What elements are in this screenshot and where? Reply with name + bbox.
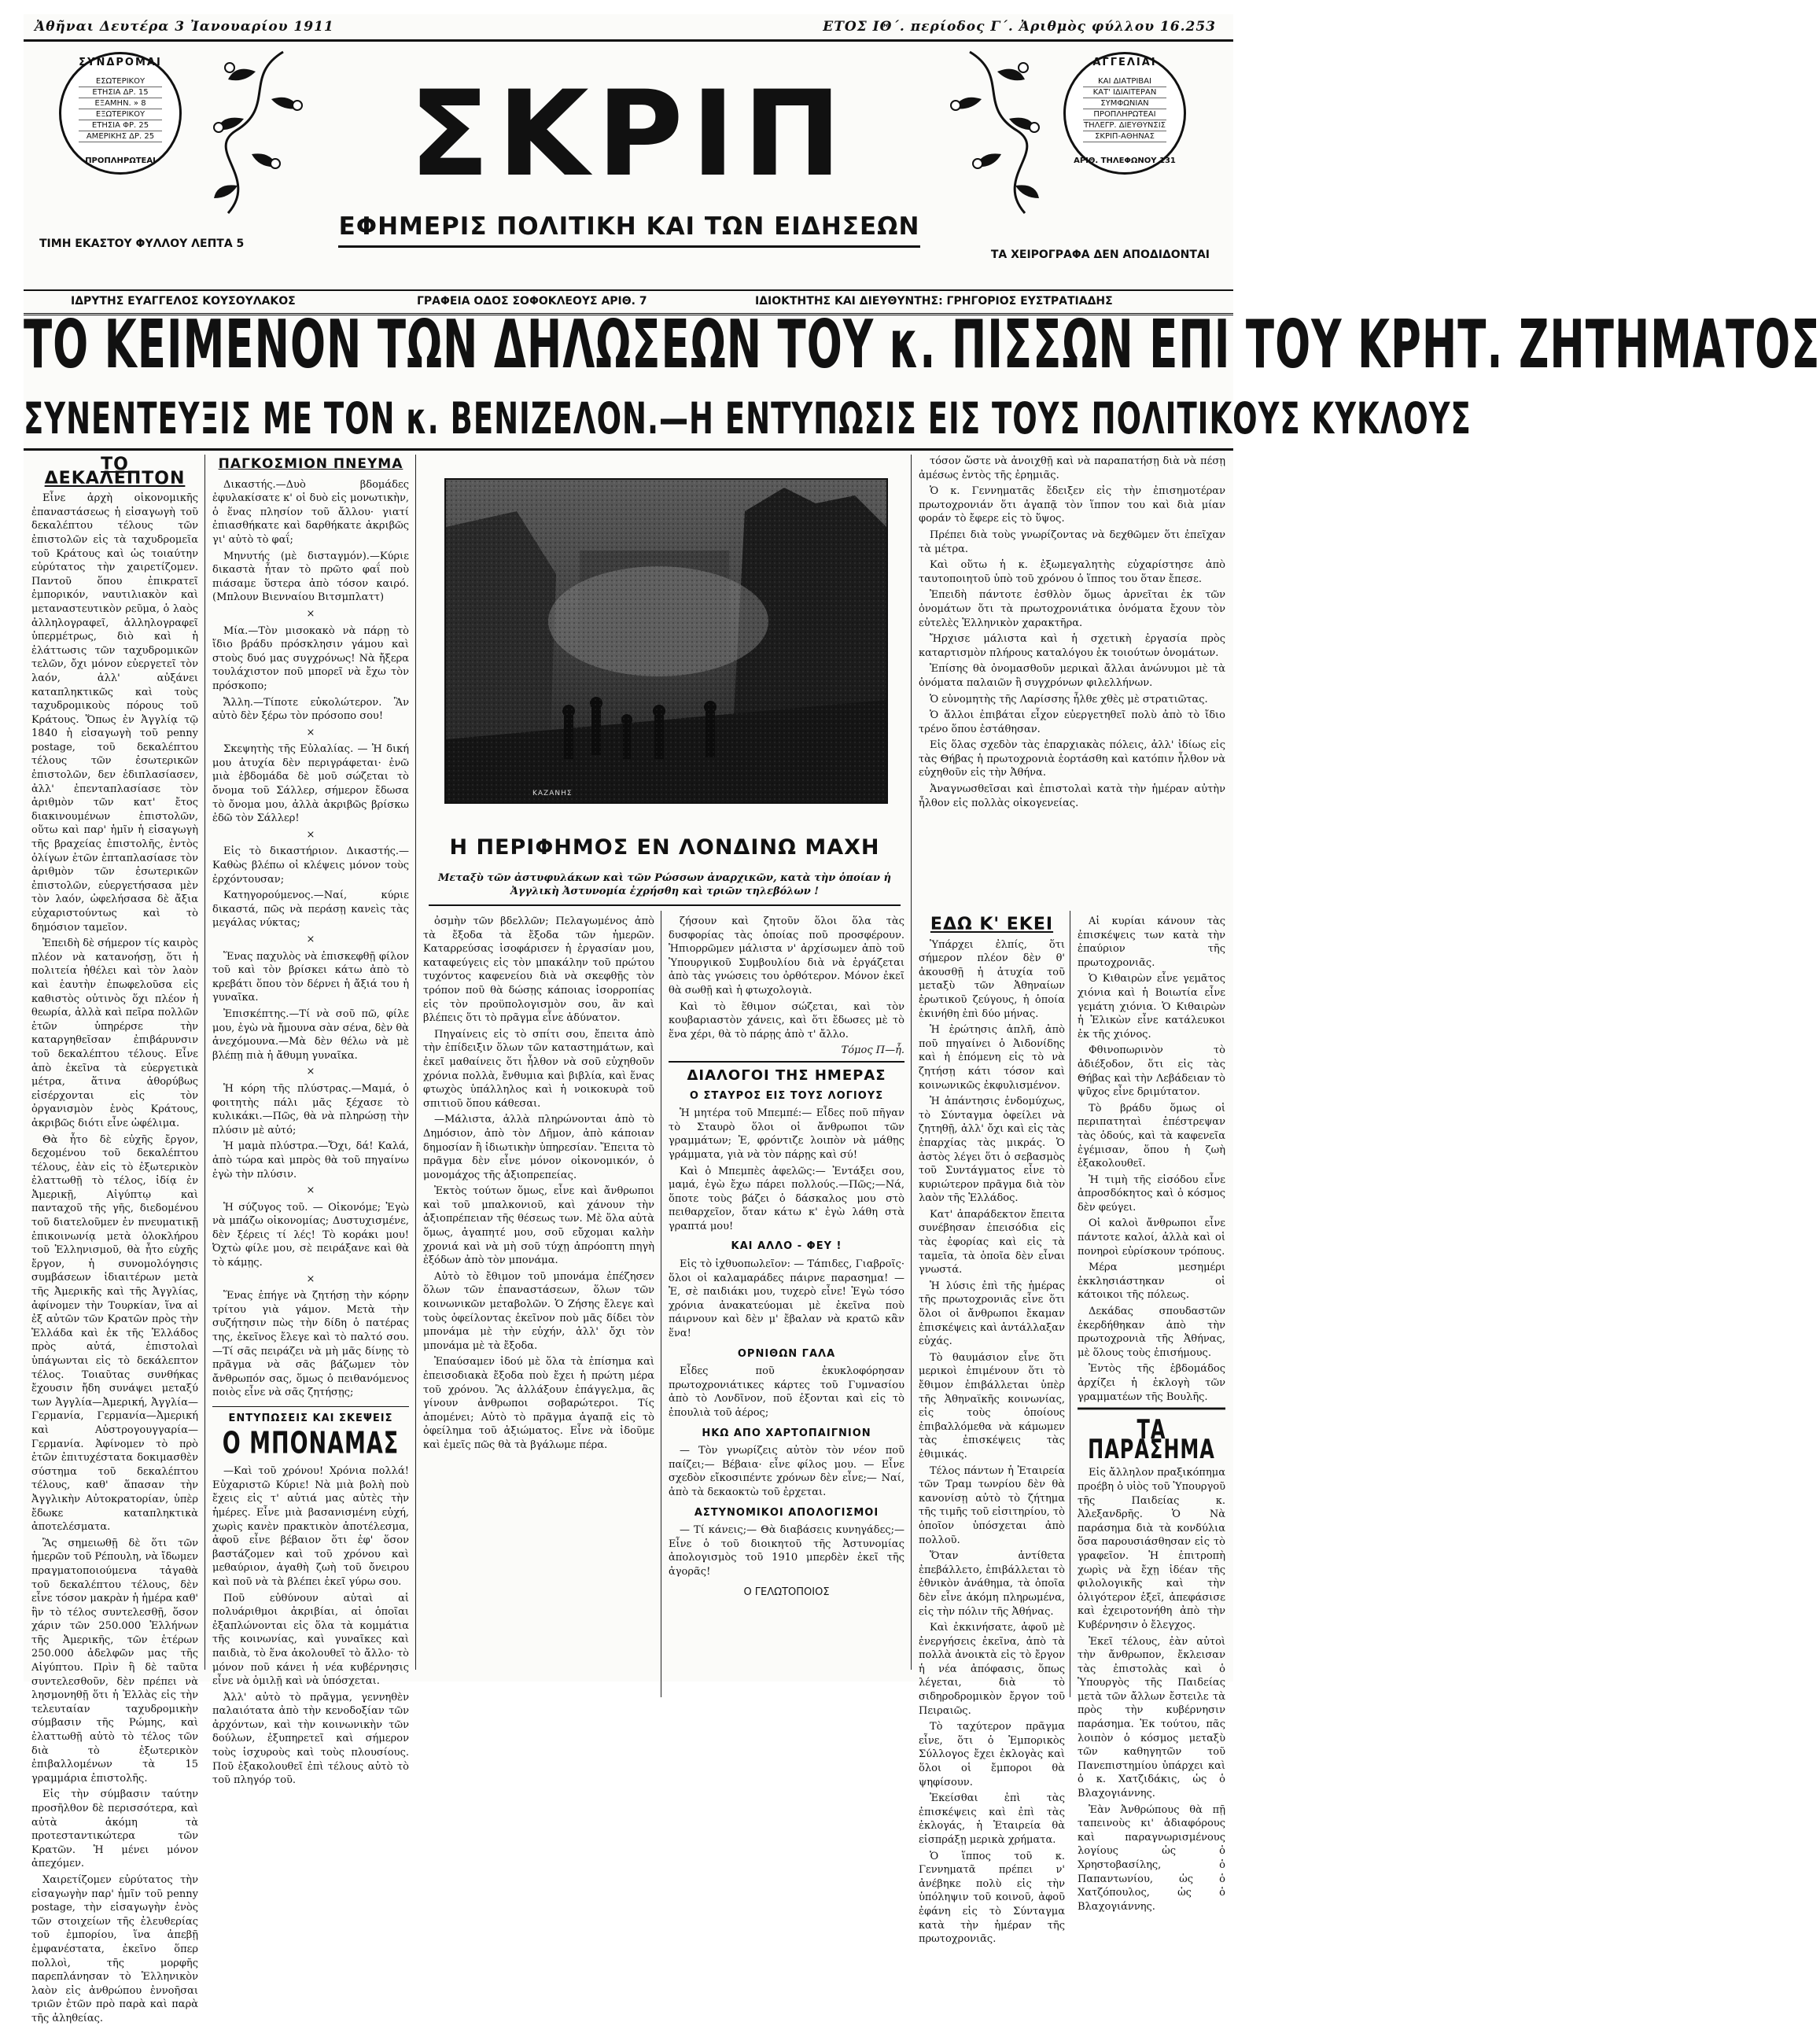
article-title: ΗΚΩ ΑΠΟ ΧΑΡΤΟΠΑΙΓΝΙΟΝ <box>702 1427 871 1439</box>
newspaper-subtitle: ΕΦΗΜΕΡΙΣ ΠΟΛΙΤΙΚΗ ΚΑΙ ΤΩΝ ΕΙΔΗΣΕΩΝ <box>338 212 920 241</box>
article-paragraph: Καὶ ὁ Μπεμπὲς ἀφελῶς:— Ἐντάξει σου, μαμά, ἐγὼ ἔχω πάρει πολλούς.—Πῶς;—Νά, ὅποτε τοὺς βάζει ὁ δάσκαλος μου στὸ πειθαρχεῖον, ὅταν κάτω κ' ἐγὼ λάθη στὰ γραπτά μου! <box>669 1165 904 1232</box>
separator-x: × <box>306 1273 315 1285</box>
article-paragraph: Εἰς τὸ ἰχθυοπωλεῖον: — Τάπιδες, Γιαβροῖς· ὅλοι οἱ καλαμαράδες πάιρνε παρασημα! — Ἐ, σὲ παιδιάκι μου, τυχερὸ εἶνε! Ἐγὼ τόσο χρόνια ἀνακατεύομαι μὲ ἐκεῖνα ποὺ πάιρνουν καὶ δὲν μ' ἔβαλαν νὰ κρατῶ κἂν ἕνα! <box>669 1258 904 1340</box>
article-paragraph: Ἕνας παχυλὸς νὰ ἐπισκεφθῇ φίλον τοῦ καὶ τὸν βρίσκει κάτω ἀπὸ τὸ κρεβάτι ὅπου τὸν δέρνει ἡ ἄξιά του ἡ γυναῖκα. <box>212 950 409 1004</box>
article-paragraph: Κατ' ἀπαράδεκτον ἔπειτα συνέβησαν ἐπεισόδια εἰς τὰς ἐφορίας καὶ εἰς τὰ ταμεῖα, τὰ ὁποῖα δὲν εἶναι γνωστά. <box>919 1208 1065 1276</box>
section-title: ΕΝΤΥΠΩΣΕΙΣ ΚΑΙ ΣΚΕΨΕΙΣ <box>212 1406 409 1426</box>
seal-line: ΕΞΩΤΕΡΙΚΟΥ <box>79 109 162 120</box>
separator-x: × <box>306 1066 315 1078</box>
article-paragraph: Τὸ βράδυ ὅμως οἱ περιπατηταὶ ἐπέστρεψαν τὰς ὁδούς, καὶ τὰ καφενεῖα ἐγέμισαν, ὅπου ἡ ζωὴ ἐξακολουθεῖ. <box>1078 1102 1225 1170</box>
article-paragraph: Δεκάδας σπουδαστῶν ἐκερδήθηκαν ἀπὸ τὴν πρωτοχρονιὰ τῆς Ἀθήνας, μὲ ὅλους τοὺς ἐπισήμους. <box>1078 1306 1225 1359</box>
article-title: ΕΔΩ Κ' ΕΚΕΙ <box>930 915 1054 934</box>
article-paragraph: Ἡ λύσις ἐπὶ τῆς ἡμέρας τῆς πρωτοχρονιᾶς εἶνε ὅτι ὅλοι οἱ ἄνθρωποι ἔκαμαν ἐπισκέψεις καὶ ἀντάλλαξαν εὐχάς. <box>919 1280 1065 1348</box>
article-paragraph: Ἡ μητέρα τοῦ Μπεμπέ:— Εἶδες ποῦ πῆγαν τὸ Σταυρὸ ὅλοι οἱ ἄνθρωποι τῶν γραμμάτων; Ἐ, φρόντιζε λοιπὸν νὰ μάθῃς γράμματα, γιὰ νὰ τὸν πάρῃς καὶ σύ! <box>669 1107 904 1161</box>
photo-credit: ΚΑΖΑΝΗΣ <box>532 790 573 798</box>
article-paragraph: Ὅταν ἀντίθετα ἐπεβάλλετο, ἐπιβάλλεται τὸ ἐθνικὸν ἀνάθημα, τὰ ὁποῖα δὲν εἶνε ἀκόμη πληρωμένα, εἰς τὴν πόλιν τῆς Ἀθήνας. <box>919 1550 1065 1618</box>
seal-line: ΚΑΤ' ΙΔΙΑΙΤΕΡΑΝ <box>1083 87 1166 98</box>
article-paragraph: Κατηγορούμενος.—Ναί, κύριε δικαστά, πῶς νὰ περάσῃ κανεὶς τὰς μεγάλας νύκτας; <box>212 890 409 930</box>
article-title: ΤΟ ΔΕΚΑΛΕΠΤΟΝ <box>44 455 186 488</box>
column-dialogues <box>669 915 904 1670</box>
seal-title: ΣΥΝΔΡΟΜΑΙ <box>79 57 162 68</box>
article-paragraph: Ὁ ἵππος τοῦ κ. Γεννηματᾶ πρέπει ν' ἀνέβηκε πολὺ εἰς τὴν ὑπόληψιν τοῦ κοινοῦ, ἀφοῦ ἐφάνη εἰς τὸ Σύνταγμα κατὰ τὴν ἡμέραν τῆς πρωτοχρονιᾶς. <box>919 1850 1065 1946</box>
article-paragraph: Χαιρετίζομεν εὐρύτατος τὴν εἰσαγωγὴν παρ' ἡμῖν τοῦ penny postage, τὴν εἰσαγωγὴν ἑνὸς τῶν στοιχείων τῆς ἐλευθερίας τοῦ ἐμπορίου, ἵνα ἀπεβῇ ἐμφανέστατα, ἐκεῖνο ὅπερ πολλοὶ, τῆς μορφῆς παρεπλάνησαν τὸ Ἑλληνικὸν λαὸν εἰς ἀνθρώπου ἐννοῆσαι τριῶν ἐτῶν πρὸ παρὰ καὶ παρὰ τῆς ἀληθείας. <box>31 1873 198 2024</box>
article-title: Ο ΣΤΑΥΡΟΣ ΕΙΣ ΤΟΥΣ ΛΟΓΙΟΥΣ <box>689 1089 884 1102</box>
article-paragraph: Πηγαίνεις εἰς τὸ σπίτι σου, ἔπειτα ἀπὸ τὴν ἐπίδειξιν ὅλων τῶν καταστημάτων, καὶ ἐκεῖ μαθαίνεις ὅτι ἦλθον νὰ σοῦ εὐχηθοῦν χρόνια πολλὰ, ἔνθυμια καὶ βιβλία, καὶ ἕνας φτωχὸς ὑπάλληλος καὶ ἡ νοικοκυρὰ τοῦ σπιτιοῦ ὅπου κάθεσαι. <box>423 1028 654 1110</box>
article-paragraph: Φθινοπωρινὸν τὸ ἀδιέξοδον, ὅτι εἰς τὰς Θήβας καὶ τὴν Λεβάδειαν τὸ ψῦχος εἶνε δριμύτατον. <box>1078 1044 1225 1099</box>
subtitle-rule <box>338 245 920 248</box>
article-title: Ο ΜΠΟΝΑΜΑΣ <box>222 1426 400 1461</box>
seal-line: ΚΑΙ ΔΙΑΤΡΙΒΑΙ <box>1083 76 1166 87</box>
article-paragraph: Καὶ οὕτω ἡ κ. ἐξωμεγαλητὴς εὐχαρίστησε ἀπὸ ταυτοποιητοῦ ὑπὸ τοῦ χρόνου ὁ ἵππος του ὅταν ἔπεσε. <box>919 559 1225 585</box>
photo-caption-subtitle: Μεταξὺ τῶν ἀστυφυλάκων καὶ τῶν Ρώσσων ἀναρχικῶν, κατὰ τὴν ὁποίαν ἡ Ἀγγλικὴ Ἀστυνομία ἐχρήσθη καὶ τριῶν τηλεβόλων ! <box>438 872 891 897</box>
column-edo-ke-ekei <box>919 915 1065 1946</box>
article-paragraph: Τέλος πάντων ἡ Ἐταιρεία τῶν Τραμ τωνρίου δὲν θὰ κανονίσῃ αὐτὸ τὸ ζήτημα τῆς τιμῆς τοῦ εἰσιτηρίου, τὸ ὁποῖον ὑπόσχεται ἀπὸ πολλοῦ. <box>919 1464 1065 1546</box>
article-paragraph: Ἡ ἀπάντησις ἐνδομύχως, τὸ Σύνταγμα ὀφείλει νὰ ζητηθῇ, ἀλλ' ὄχι καὶ εἰς τὰς ἐπαρχίας τὰς μικράς. Ὁ ἀστὸς λέγει ὅτι ὁ σεβασμὸς τοῦ Συντάγματος εἶνε τὸ κυριώτερον πρᾶγμα διὰ τὸν λαὸν τῆς Ἑλλάδος. <box>919 1096 1065 1205</box>
article-paragraph: Αὐτὸ τὸ ἔθιμον τοῦ μπονάμα ἐπέζησεν ὅλων τῶν ἐπαναστάσεων, ὅλων τῶν κοινωνικῶν μεταβολῶν. Ὁ Ζήσης ἔλεγε καὶ τοὺς ὀφείλοντας ἐκεῖνον ποὺ μᾶς δίδει τὸν μπονάμα μὲ τὴν εὐχήν, ἀλλ' ὄχι τὸν μπονάμα μὲ τὰ ἔξοδα. <box>423 1270 654 1352</box>
manuscripts-notice: ΤΑ ΧΕΙΡΟΓΡΑΦΑ ΔΕΝ ΑΠΟΔΙΔΟΝΤΑΙ <box>990 249 1210 261</box>
founder-line: ΙΔΡΥΤΗΣ ΕΥΑΓΓΕΛΟΣ ΚΟΥΣΟΥΛΑΚΟΣ <box>71 295 296 308</box>
subscription-seal <box>59 52 182 175</box>
article-paragraph: —Μάλιστα, ἀλλὰ πληρώνονται ἀπὸ τὸ Δημόσιον, ἀπὸ τὸν Δῆμον, ἀπὸ κάποιαν δημοσίαν ἢ ἰδιωτικὴν ὑπηρεσίαν. Ἔπειτα τὸ πρᾶγμα δὲν εἶνε μόνον οἰκονομικόν, ὁ μονομάχος τῆς ἀξιοπρεπείας. <box>423 1114 654 1181</box>
article-paragraph: Ἀλλ' αὐτὸ τὸ πρᾶγμα, γεννηθὲν παλαιότατα ἀπὸ τὴν κενοδοξίαν τῶν ἀρχόντων, καὶ τὴν κοινωνικὴν τῶν δούλων, ἐξυπηρετεῖ καὶ σήμερον τοὺς ἰσχυροὺς καὶ τοὺς πλουσίους. Ποῦ ἐξακολουθεῖ ἐπὶ τέλους αὐτὸ τὸ τοῦ πληγόρ τοῦ. <box>212 1691 409 1787</box>
article-paragraph: Δικαστής.—Δυὸ βδομάδες ἐφυλακίσατε κ' οἱ δυὸ εἰς μονωτικὴν, ὁ ἕνας πλησίον τοῦ ἄλλου· γιατί ἐπιασθήκατε καὶ δαρθήκατε ἀκριβῶς γι' αὐτὸ τὸ φαΐ; <box>212 478 409 546</box>
article-paragraph: Ἄλλη.—Τίποτε εὐκολώτερον. Ἂν αὐτὸ δὲν ξέρω τὸν πρόσοπο σου! <box>212 696 409 723</box>
article-paragraph: Καὶ ἐκκινήσατε, ἀφοῦ μὲ ἐνεργήσεις ἐκεῖνα, ἀπὸ τὰ πολλὰ ἀνοικτὰ εἰς τὸ ἔργον ἡ νέα ἀπόφασις, ὅπως λέγεται, διὰ τὸ σιδηροδρομικὸν ἔργον τοῦ Πειραιῶς. <box>919 1622 1065 1717</box>
article-paragraph: Ἐπειδὴ πάντοτε ἐσθλὸν ὅμως ἀρνεῖται ἐκ τῶν ὀνομάτων ὅτι τὰ πρωτοχρονιάτικα ὀνόματα ἔχουν τὸν εὐτελὲς Ἑλληνικὸν χαρακτῆρα. <box>919 589 1225 629</box>
article-paragraph: Ἐπειδὴ δὲ σήμερον τίς καιρὸς πλέον νὰ κατανοήσῃ, ὅτι ἡ πολιτεία ἠθέλει καὶ τὸν λαὸν καὶ ἑαυτὴν ἐπωφελοῦσα εἰς καθιστὸς οὐτινὸς ὅχι πλέον ἡ θεωρία, ἀλλὰ καὶ πεῖρα πολλῶν ἐτῶν ὑπηρέρσε τὴν καταργηθεῖσαν ἐπιβάρυνσιν τοῦ δεκαλέπτου τέλους. Εἶνε ἀπὸ ἐκεῖνα τὰ εὐεργετικὰ μέτρα, ἅτινα ἀθορύβως εἰσέρχονται εἰς τὸν ὀργανισμὸν ἑνὸς Κράτους, ἀκριβῶς διότι εἶνε ὠφέλιμα. <box>31 937 198 1129</box>
separator-x: × <box>306 934 315 945</box>
separator-x: × <box>306 726 315 739</box>
article-paragraph: Ἡ τιμὴ τῆς εἰσόδου εἶνε ἀπροσδόκητος καὶ ὁ κόσμος δὲν φεύγει. <box>1078 1173 1225 1214</box>
main-headline: ΤΟ ΚΕΙΜΕΝΟΝ ΤΩΝ ΔΗΛΩΣΕΩΝ ΤΟΥ κ. ΠΙΣΣΩΝ ΕΠΙ ΤΟΥ ΚΡΗΤ. ΖΗΤΗΜΑΤΟΣ <box>24 307 1820 384</box>
headline-rule <box>24 448 1233 451</box>
article-paragraph: Ἐκτὸς τούτων ὅμως, εἶνε καὶ ἄνθρωποι καὶ τοῦ μπαλκονιοῦ, καὶ χάνουν τὴν ἀξιοπρέπειαν τῆς θέσεως των. Μὲ ὅλα αὐτὰ ὅμως, ἀγαπητέ μου, σοῦ εὔχομαι καλὴν χρονιά καὶ νὰ μὴ σοῦ τύχῃ ἀπρόοπτη πηγὴ ἐξόδων ἀπὸ τὸν μπονάμα. <box>423 1185 654 1267</box>
separator-x: × <box>306 607 315 620</box>
article-title: ΟΡΝΙΘΩΝ ΓΑΛΑ <box>737 1347 836 1360</box>
article-paragraph: Εἰς ἄλληλον πραξικόπημα προέβη ὁ υἱὸς τοῦ Ὑπουργοῦ τῆς Παιδείας κ. Ἀλεξανδρῆς. Ὁ Νὰ παράσημα διὰ τὰ κονδύλια ὅσα παρουσιάσθησαν εἰς τὸ γραφεῖον. Ἡ ἐπιτροπὴ χωρὶς νὰ ἔχῃ ἰδέαν τῆς φιλολογικῆς καὶ τὴν ὀλιγότερον ἐξεῖ, ἀπεφάσισε καὶ ἐχειροτονήθη ἀπὸ τὴν Κυβέρνησιν ὁ ἔλεγχος. <box>1078 1467 1225 1631</box>
caption-rule <box>429 904 901 906</box>
article-paragraph: Ἐκείσθαι ἐπὶ τὰς ἐπισκέψεις καὶ ἐπὶ τὰς ἐκλογάς, ἡ Ἑταιρεία θὰ εἰσπράξῃ μερικὰ χρήματα. <box>919 1792 1065 1846</box>
newspaper-logo: ΣΚΡΙΠ <box>409 66 849 203</box>
column-parasima <box>1078 915 1225 1913</box>
article-paragraph: Ἐπίσης θὰ ὀνομασθοῦν μερικαὶ ἄλλαι ἀνώνυμοι μὲ τὰ ὀνόματα παλαιῶν ἢ συγχρόνων φιλελλήνων. <box>919 663 1225 689</box>
article-paragraph: Σκεψητὴς τῆς Εὐλαλίας. — Ἡ δική μου ἀτυχία δὲν περιγράφεται· ἐνῶ μιὰ ἑβδομάδα δὲ μοῦ σώζεται τὸ ὄνομα τοῦ Σάλλερ, σήμερον ἔδωσα τὸ ὄνομα μου, ἀλλὰ ἀκριβῶς βρίσκω ἐδῶ τὸν Σάλλερ! <box>212 743 409 825</box>
ornament-vine-icon <box>938 44 1056 225</box>
article-paragraph: Ἡ σύζυγος τοῦ. — Οἰκονόμε; Ἐγὼ νὰ μπάζω οἰκονομίας; Δυστυχισμένε, δὲν ξέρεις τί λές! Τὸ κοράκι μου! Ὀχτὼ φίλε μου, σὲ πειράξανε καὶ θὰ τὸ κάμῃς. <box>212 1201 409 1269</box>
article-paragraph: Τὸ θαυμάσιον εἶνε ὅτι μερικοὶ ἐπιμένουν ὅτι τὸ ἔθιμον ἐπιβάλλεται ὑπὲρ τῆς Ἀθηναϊκῆς κοινωνίας, εἰς τοὺς ὁποίους ἐπιβαλλόμεθα νὰ κάμωμεν τὰς ἐπισκέψεις τὰς ἐθιμικάς. <box>919 1351 1065 1461</box>
article-paragraph: Ὁ εὐνομητὴς τῆς Λαρίσσης ἦλθε χθὲς μὲ στρατιῶτας. <box>930 693 1208 705</box>
issue-date: Ἀθῆναι Δευτέρα 3 Ἰανουαρίου 1911 <box>35 19 334 35</box>
separator-x: × <box>306 1184 315 1197</box>
seal-line: ΤΗΛΕΓΡ. ΔΙΕΥΘΥΝΣΙΣ <box>1083 121 1166 130</box>
separator-x: × <box>306 828 315 841</box>
article-paragraph: Ἡ μαμὰ πλύστρα.—Ὄχι, δά! Καλά, ἀπὸ τώρα καὶ μπρὸς θὰ τοῦ πηγαίνω ἐγὼ τὴν πλύσιν. <box>212 1140 409 1181</box>
seal-footer: ΑΡΙΘ. ΤΗΛΕΦΩΝΟΥ 131 <box>1074 157 1176 165</box>
article-paragraph: Ὑπάρχει ἐλπίς, ὅτι σήμερον πλέον δὲν θ' ἀκουσθῇ ἡ ἀτυχία τοῦ μεταξὺ τῶν Ἀθηναίων ἐρωτικοῦ ζεύγους, ἡ ὁποία ἐκινήθη ἐπὶ δύο μήνας. <box>919 938 1065 1020</box>
column-notes-top <box>919 455 1225 907</box>
article-title: ΠΑΓΚΟΣΜΙΟΝ ΠΝΕΥΜΑ <box>218 456 403 472</box>
article-paragraph: Ὁ ἄλλοι ἐπιβάται εἶχον εὐεργετηθεῖ πολὺ ἀπὸ τὸ ἴδιο τρένο ὅπου ἐστάθησαν. <box>919 709 1225 735</box>
article-paragraph: Ἡ κόρη τῆς πλύστρας.—Μαμά, ὁ φοιτητὴς πάλι μᾶς ξέχασε τὸ κυλικάκι.—Πῶς, θὰ νὰ πληρώσῃ τὴν πλύσιν μὲ αὐτό; <box>212 1082 409 1136</box>
seal-line: ΕΞΑΜΗΝ. » 8 <box>79 98 162 109</box>
article-paragraph: Ποῦ εὐθύνουν αὐταὶ αἱ πολυάριθμοι ἀκριβίαι, αἱ ὁποῖαι ἐξαπλώνονται εἰς ὅλα τὰ κομμάτια τῆς κοινωνίας, καὶ γυναῖκες καὶ παιδιὰ, τὸ ἕνα ἀκολουθεῖ τὸ ἄλλο· τὸ μόνον ποῦ κάνει ἡ νέα κυβέρνησις εἶνε νὰ ὁμιλῇ καὶ νὰ ὑπόσχεται. <box>212 1592 409 1688</box>
article-paragraph: Ὁ Κιθαιρὼν εἶνε γεμᾶτος χιόνια καὶ ἡ Βοιωτία εἶνε γεμάτη χιόνια. Ὁ Κιθαιρὼν ἡ Ἐλικὼν εἶνε κατάλευκοι ἐκ τῆς χιόνος. <box>1078 973 1225 1041</box>
article-paragraph: Ἂς σημειωθῇ δὲ ὅτι τῶν ἡμερῶν τοῦ Ρέπουλη, νὰ ἴδωμεν πραγματοποιούμενα τἀγαθὰ τοῦ δεκαλέπτου τέλους, δὲν εἶνε τόσον μακρὰν ἡ ἡμέρα καθ' ἣν τὸ τέλος συντελεσθῇ, ὅσον χάριν τῶν 250.000 Ἑλλήνων τῆς Ἀμερικῆς, τῶν ἑτέρων 250.000 ἀδελφῶν μας τῆς Αἰγύπτου. Πρὶν ἢ δὲ ταῦτα συντελεσθοῦν, δὲν πρέπει νὰ λησμονηθῇ ὅτι ἡ Ἑλλὰς εἰς τὴν τελευταίαν ταχυδρομικὴν σύμβασιν τῆς Ρώμης, καὶ ἐλαττωθῇ αὐτὸ τὸ τέλος τῶν διὰ τὸ ἐξωτερικὸν ἐπιβαλλομένων τὰ 15 γραμμάρια ἐπιστολῆς. <box>31 1537 198 1785</box>
article-paragraph: Ἡ ἐρώτησις ἁπλῆ, ἀπὸ ποῦ πηγαίνει ὁ Ἀιδονίδης καὶ ἡ ἐπόμενη εἰς τὸ νὰ ζητήσῃ κάτι τόσον καὶ κοινωνικῶς ἐκφυλισμένον. <box>919 1024 1065 1092</box>
dateline-bar <box>24 14 1233 42</box>
article-paragraph: Εἰς ὅλας σχεδὸν τὰς ἐπαρχιακὰς πόλεις, ἀλλ' ἰδίως εἰς τὰς Θήβας ἡ πρωτοχρονιὰ ἑορτάσθη καὶ κατόπιν ἦλθον νὰ εὐχηθοῦν εἰς τὴν Ἀθήνα. <box>919 739 1225 779</box>
article-paragraph: Μία.—Τὸν μισοκακὸ νὰ πάρῃ τὸ ἴδιο βράδυ πρόσκλησιν γάμου καὶ στοὺς δυό μας συγχρόνως! Νὰ ἤξερα τουλάχιστον ποῦ μπορεῖ νὰ ἔχω τὸν πρόσκοπο; <box>212 624 409 692</box>
article-paragraph: Ὁ κ. Γεννηματᾶς ἔδειξεν εἰς τὴν ἐπισημοτέραν πρωτοχρονιάν ὅτι ἀγαπᾷ τὸν ἵππον του καὶ διὰ μίαν φοράν τὸ ἔφερε εἰς τὸ ὕψος. <box>919 485 1225 525</box>
article-paragraph: Εἰς τὴν σύμβασιν ταύτην προσῆλθον δὲ περισσότερα, καὶ αὐτὰ ἀκόμη τὰ προτεσταντικώτερα τῶν Κρατῶν. Ἡ μένει μόνον ἀπεχόμεν. <box>31 1788 198 1870</box>
article-paragraph: —Καὶ τοῦ χρόνου! Χρόνια πολλά! Εὐχαριστῶ Κύριε! Νὰ μιὰ βολὴ ποὺ ἔχεις εἰς τ' αὐτιά μας αὐτὲς τὴν ἡμέρες. Εἶνε μιὰ βασανισμένη εὐχή, χωρὶς κανὲν πρακτικὸν ἀποτέλεσμα, ἀφοῦ εἶνε βέβαιον ὅτι ἐφ' ὅσον βαστάζομεν καὶ τοῦ χρόνου καὶ μεθαύριον, ἀγαθὴ ζωὴ τοῦ ὄνειρου καὶ ποῦ νὰ τὰ βλέπει ἐκεῖ γύρω σου. <box>212 1465 409 1588</box>
article-paragraph: Ἐκεῖ τέλους, ἐὰν αὐτοὶ τὴν ἄνθρωπον, ἔκλεισαν τὰς ἐπιστολὰς καὶ ὁ Ὑπουργὸς τῆς Παιδείας μετὰ τῶν ἄλλων ἔστειλε τὰ πρὸς τὴν κυβέρνησιν παράσημα. Ἐκ τούτου, πᾶς λοιπὸν ὁ κόσμος μεταξὺ τῶν καθηγητῶν τοῦ Πανεπιστημίου ὑπάρχει καὶ ὁ κ. Χατζιδάκις, ὡς ὁ Βλαχογιάννης. <box>1078 1635 1225 1800</box>
article-paragraph: Οἱ καλοὶ ἄνθρωποι εἶνε πάντοτε καλοί, ἀλλὰ καὶ οἱ πονηροὶ εὑρίσκουν τρόπους. <box>1078 1217 1225 1258</box>
article-paragraph: Ἀναγνωσθεῖσαι καὶ ἐπιστολαὶ κατὰ τὴν ἡμέραν αὐτὴν ἦλθον εἰς πολλὰς οἰκογενείας. <box>919 783 1225 809</box>
article-title: ΚΑΙ ΑΛΛΟ - ΦΕΥ ! <box>731 1240 842 1253</box>
column-dekalepton <box>31 455 198 2024</box>
article-paragraph: Αἱ κυρίαι κάνουν τὰς ἐπισκέψεις των κατὰ τὴν ἐπαύριον τῆς πρωτοχρονιᾶς. <box>1078 915 1225 969</box>
article-paragraph: Θὰ ἦτο δὲ εὐχῆς ἔργον, δεχομένου τοῦ δεκαλέπτου τέλους, ἐὰν εἰς τὸ ἐξωτερικὸν ἐλαττωθῇ τὸ τέλος, ἰδίᾳ ἐν Ἀμερικῇ, Αἰγύπτῳ καὶ πανταχοῦ τῆς γῆς, διεδομένου τοῦ διατελοῦμεν ἐν πνευματικῇ ἐπικοινωνίᾳ μετὰ ὁλοκλήρου τοῦ Ἑλληνισμοῦ, θὰ ἦτο εὐχῆς ἔργον, ἡ συνομολόγησις συμβάσεων ἰδιαιτέρων μετὰ τῆς Ἀμερικῆς καὶ τῆς Ἀγγλίας, ἀφίνομεν τὴν Τουρκίαν, ἵνα αἱ ἐξ αὐτῶν τῶν Κρατῶν πρὸς τὴν Ἑλλάδα καὶ ἐκ τῆς Ἑλλάδος πρὸς αὐτά, ἐπιστολαὶ ὑπάγωνται εἰς τὸ δεκάλεπτον τέλος. Τοιαῦτας συνθήκας ἔχουσιν ἤδη συνάψει μεταξύ των Ἀγγλία—Ἀμερική, Ἀγγλία—Γερμανία, Γερμανία—Ἀμερική καὶ Αὐστρογουγγαρία—Γερμανία. Ἀφίνομεν τὸ πρὸ ἐτῶν ἐπιτυχέστατα δοκιμασθὲν σύστημα τοῦ δεκαλέπτου τέλους, καθ' ἅπασαν τὴν Ἀγγλικὴν Αὐτοκρατορίαν, ὑπὲρ ἔδωκε καταπληκτικὰ ἀποτελέσματα. <box>31 1133 198 1534</box>
article-paragraph: Εἶδες ποῦ ἐκυκλοφόρησαν πρωτοχρονιάτικες κάρτες τοῦ Γυμνασίου ἀπὸ τὸ Λονδῖνον, ποῦ ἐξονται καὶ εἰς τὸ ἐπουλιὰ τοῦ ἀέρος; <box>669 1365 904 1419</box>
offices-line: ΓΡΑΦΕΙΑ ΟΔΟΣ ΣΟΦΟΚΛΕΟΥΣ ΑΡΙΘ. 7 <box>417 295 647 308</box>
photo-caption-title: Η ΠΕΡΙΦΗΜΟΣ ΕΝ ΛΟΝΔΙΝΩ ΜΑΧΗ <box>449 835 880 860</box>
issue-number: ΕΤΟΣ ΙΘ΄. περίοδος Γ΄. Ἀριθμὸς φύλλου 16.253 <box>823 19 1216 35</box>
article-paragraph: Μέρα μεσημέρι ἐκκλησιάστηκαν οἱ κάτοικοι τῆς πόλεως. <box>1078 1262 1225 1302</box>
column-bonamas-continued <box>423 915 654 1670</box>
article-title: ΑΣΤΥΝΟΜΙΚΟΙ ΑΠΟΛΟΓΙΣΜΟΙ <box>694 1506 879 1519</box>
seal-line: ΣΥΜΦΩΝΙΑΝ <box>1083 98 1166 109</box>
director-line: ΙΔΙΟΚΤΗΤΗΣ ΚΑΙ ΔΙΕΥΘΥΝΤΗΣ: ΓΡΗΓΟΡΙΟΣ ΕΥΣΤΡΑΤΙΑΔΗΣ <box>755 295 1113 308</box>
advertising-seal <box>1063 52 1186 175</box>
price-line: ΤΙΜΗ ΕΚΑΣΤΟΥ ΦΥΛΛΟΥ ΛΕΠΤΑ 5 <box>39 238 245 250</box>
article-paragraph: τόσον ὥστε νὰ ἀνοιχθῇ καὶ νὰ παραπατήσῃ διὰ νὰ πέσῃ ἀμέσως ἐντὸς τῆς ἐρημιᾶς. <box>919 455 1225 481</box>
seal-title: ΑΓΓΕΛΙΑΙ <box>1092 57 1157 68</box>
article-paragraph: Ἐὰν Ἀνθρώπους θὰ πῇ ταπεινοὺς κι' ἀδιαφόρους καὶ παραγνωρισμένους λογίους ὡς ὁ Χρηστοβασίλης, ὁ Παπαντωνίου, ὡς ὁ Χατζόπουλος, ὡς ὁ Βλαχογιάννης. <box>1078 1803 1225 1913</box>
article-paragraph: — Τὸν γνωρίζεις αὐτὸν τὸν νέον ποῦ παίζει;— Βέβαια· εἶνε φίλος μου. — Εἶνε σχεδὸν εἴκοσιπέντε χρόνων δὲν εἶνε;— Ναί, ἀπὸ τὰ δεκαοκτὼ τοῦ ἐρχεται. <box>669 1445 904 1498</box>
column-pneuma <box>212 455 409 1787</box>
column-rule <box>415 455 416 1670</box>
ornament-vine-icon <box>197 44 315 225</box>
masthead <box>24 44 1233 308</box>
article-paragraph: ὀσμὴν τῶν βδελλῶν; Πελαγωμένος ἀπὸ τὰ ἔξοδα τὰ ἔξοδα τῶν ἡμερῶν. Καταρρεύσας ἰσοφάρισεν ἡ ἐργασίαν μου, καταφεύγεις εἰς τὸν μπακάλην τοῦ πρώτου τυχόντος καφενείου διὰ νὰ σκεφθῇς τὸν τρόπον ποῦ θὰ δώσῃς κάποιας ἰσορροπίας εἰς τὸν προϋπολογισμὸν σου, ἂν καὶ βλέπεις ὅτι τὸ πρᾶγμα εἶνε ἀδύνατον. <box>423 915 654 1025</box>
seal-footer: ΠΡΟΠΛΗΡΩΤΕΑΙ <box>85 157 156 165</box>
newspaper-page <box>24 14 1820 2024</box>
article-paragraph: Καὶ τὸ ἔθιμον σώζεται, καὶ τὸν κουβαριαστὸν χάνεις, καὶ ὅτι ἔδωσες μὲ τὸ ἕνα χέρι, θὰ τὸ πάρῃς ἀπὸ τ' ἄλλο. <box>669 1000 904 1041</box>
seal-line: ΕΤΗΣΙΑ ΦΡ. 25 <box>79 120 162 131</box>
article-signature: Τόμος Π—ἦ. <box>841 1044 904 1057</box>
article-paragraph: Τὸ ταχύτερον πρᾶγμα εἶνε, ὅτι ὁ Ἐμπορικὸς Σύλλογος ἔχει ἐκλογὰς καὶ ὅλοι οἱ ἔμποροι θὰ ψηφίσουν. <box>919 1721 1065 1788</box>
article-paragraph: ζήσουν καὶ ζητοῦν ὅλοι ὅλα τὰς δυσφορίας τὰς ὁποίας ποῦ προσφέρουν. Ἠπιορρῶμεν μάλιστα ν' ἀρχίσωμεν ἀπὸ τοῦ Ὑπουργικοῦ Συμβουλίου διὰ νὰ ἐργάζεται ἀπὸ τὰς γνώσεις του ὀρθότερον. Μόνον ἐκεῖ θὰ σωθῇ καὶ ἡ φτωχολογιὰ. <box>669 915 904 996</box>
article-paragraph: Μηνυτής (μὲ δισταγμόν).—Κύριε δικαστὰ ἦταν τὸ πρῶτο φαΐ ποὺ πιάσαμε ὕστερα ἀπὸ τόσον καιρό. (Μπλουν Βιενναίου Βιτσμπλαττ) <box>212 550 409 604</box>
article-paragraph: Ἕνας ἐπήγε νὰ ζητήσῃ τὴν κόρην τρίτου γιὰ γάμον. Μετὰ τὴν συζήτησιν πὼς τὴν δίδη ὁ πατέρας της, ἐκεῖνος ἔλεγε καὶ τὸ παλτό σου.—Τί σᾶς πειράζει νὰ μὴ μᾶς δίνῃς τὸ πρᾶγμα νὰ σᾶς βάζωμεν τὸν ἄνθρωπόν σας, ὅμως ὁ πειθανόμενος ποιὸς εἶνε νὰ σᾶς ζητήσῃς; <box>212 1290 409 1399</box>
seal-line: ΠΡΟΠΛΗΡΩΤΕΑΙ <box>1083 109 1166 120</box>
seal-line: ΣΚΡΙΠ-ΑΘΗΝΑΣ <box>1083 131 1166 142</box>
article-paragraph: Ἐπισκέπτης.—Τί νὰ σοῦ πῶ, φίλε μου, ἐγὼ νὰ ἤμουνα σὰν σένα, δὲν θὰ ἀνεχόμουνα.—Μὰ δὲν θέλω νὰ μὲ βλέπῃ πιὰ ἡ ἄθυμη γυναῖκα. <box>212 1007 409 1062</box>
section-title: ΔΙΑΛΟΓΟΙ ΤΗΣ ΗΜΕΡΑΣ <box>669 1061 904 1083</box>
photo-image-icon <box>446 480 886 802</box>
seal-line: ΕΤΗΣΙΑ ΔΡ. 15 <box>79 87 162 98</box>
article-paragraph: Ἤρχισε μάλιστα καὶ ἡ σχετικὴ ἐργασία πρὸς καταρτισμὸν πλήρους καταλόγου ἐκ τοιούτων ὀνομάτων. <box>919 633 1225 659</box>
article-title: ΤΑ ΠΑΡΑΣΗΜΑ <box>1078 1408 1225 1460</box>
article-paragraph: Πρέπει διὰ τοὺς γνωρίζοντας νὰ δεχθῶμεν ὅτι ἐπεῖχαν τὰ μέτρα. <box>919 529 1225 555</box>
battle-photo <box>444 478 888 804</box>
seal-line: ΑΜΕΡΙΚΗΣ ΔΡ. 25 <box>79 131 162 142</box>
sub-headline: ΣΥΝΕΝΤΕΥΞΙΣ ΜΕ ΤΟΝ κ. ΒΕΝΙΖΕΛΟΝ.—Η ΕΝΤΥΠΩΣΙΣ ΕΙΣ ΤΟΥΣ ΠΟΛΙΤΙΚΟΥΣ ΚΥΚΛΟΥΣ <box>24 393 1472 444</box>
article-paragraph: — Τί κάνεις;— Θὰ διαβάσεις κυνηγάδες;— Εἶνε ὁ τοῦ διοικητοῦ τῆς Ἀστυνομίας ἀπολογισμὸς τοῦ 1910 μπερδὲν ἐκεῖ τῆς ἀγορᾶς! <box>669 1524 904 1578</box>
article-paragraph: Ἐπαύσαμεν ἰδού μὲ ὅλα τὰ ἐπίσημα καὶ ἐπεισοδιακὰ ἔξοδα ποὺ ἔχει ἡ πρώτη μέρα τοῦ χρόνου. Ἂς ἀλλάξουν ἐπάγγελμα, ἂς γίνουν ἀνθρωποι σοβαρώτεροι. Τίς ἀπομένει; Αὐτὸ τὸ πρᾶγμα ἀγαπᾷ εἰς τὸ ὀφείλημα τοῦ ἀξιώματος. Εἶνε νὰ ἰδοῦμε καὶ ἐμεῖς πῶς θὰ τὰ βγάλωμε πέρα. <box>423 1356 654 1451</box>
column-rule <box>911 455 912 1670</box>
article-paragraph: Εἶνε ἀρχὴ οἰκονομικῆς ἐπαναστάσεως ἡ εἰσαγωγὴ τοῦ δεκαλέπτου τέλους τῶν ἐπιστολῶν εἰς τὰ ταχυδρομεῖα τοῦ Κράτους καὶ ὡς τοιαύτην εὐρύτατος τὴν χαιρετίζομεν. Παντοῦ ὅπου ἐπικρατεῖ ἐμπορικόν, ναυτιλιακὸν καὶ μεταναστευτικὸν ρεῦμα, ὁ λαὸς ἀλληλογραφεῖ, ἀλληλογραφεῖ ὑπερμέτρως, διὸ καὶ ἡ ἐλάττωσις τῶν ταχυδρομικῶν τελῶν, ὄχι μόνον εὐεργετεῖ τὸν λαόν, ἀλλ' αὐξάνει καταπληκτικῶς καὶ τοὺς ταχυδρομικοὺς πόρους τοῦ Κράτους. Ὅπως ἐν Ἀγγλίᾳ τῷ 1840 ἡ εἰσαγωγὴ τοῦ penny postage, τοῦ δεκαλέπτου τέλους τῶν ἐσωτερικῶν ἐπιστολῶν, δεν ἐδιπλασίασεν, ἀλλ' ἐπενταπλασίασε τὸν ἀριθμὸν τῶν κατ' ἔτος διακινουμένων ἐπιστολῶν, οὕτω καὶ παρ' ἡμῖν ἡ εἰσαγωγὴ τῆς βραχείας ἐπιστολῆς, ἐντὸς ὀλίγων ἐτῶν ἐπταπλασίασε τὸν ἀριθμὸν τῶν ἐσωτερικῶν ἐπιστολῶν, εὐεργετήσασα μὲν τὸν λαόν, ὠφελήσασα δὲ ἄξια εὐχαριστούντως καὶ τὸ δημόσιον ταμεῖον. <box>31 492 198 934</box>
seal-line: ΕΣΩΤΕΡΙΚΟΥ <box>79 76 162 87</box>
article-paragraph: Εἰς τὸ δικαστήριον. Δικαστής.—Καθὼς βλέπω οἱ κλέψεις μόνον τοὺς ἐρχόντουσαν; <box>212 845 409 886</box>
column-rule <box>204 455 205 1670</box>
article-signature: Ο ΓΕΛΩΤΟΠΟΙΟΣ <box>743 1586 830 1598</box>
article-paragraph: Ἐντὸς τῆς ἑβδομάδος ἀρχίζει ἡ ἐκλογὴ τῶν γραμματέων τῆς Βουλῆς. <box>1078 1363 1225 1403</box>
